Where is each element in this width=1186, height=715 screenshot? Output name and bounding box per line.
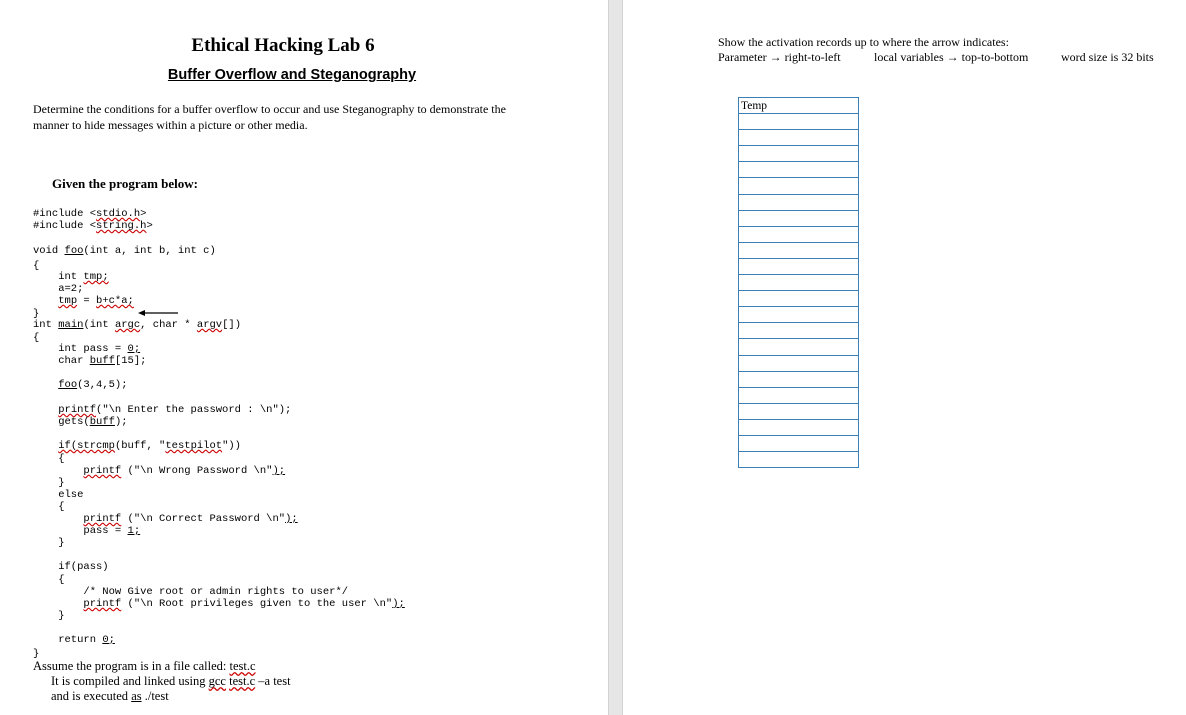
- code-line: a=2;: [33, 283, 84, 295]
- table-cell[interactable]: [739, 339, 859, 355]
- code-line: {: [33, 332, 40, 344]
- table-row: [739, 371, 859, 387]
- intro-paragraph: Determine the conditions for a buffer overflow to occur and use Steganography to demonstrate the manner to hide messages within a picture or other media.: [33, 102, 506, 132]
- code-line: printf("\n Enter the password : \n");: [58, 404, 292, 416]
- code-line: gets(buff);: [33, 416, 128, 428]
- table-cell[interactable]: [739, 178, 859, 194]
- code-line: char buff[15];: [33, 355, 147, 367]
- table-cell[interactable]: [739, 419, 859, 435]
- code-line: if(strcmp(buff, "testpilot")): [58, 440, 241, 452]
- table-row: [739, 419, 859, 435]
- code-line: else: [33, 489, 84, 501]
- table-row: [739, 146, 859, 162]
- table-cell[interactable]: [739, 323, 859, 339]
- code-line: return 0;: [33, 634, 115, 646]
- table-row: [739, 403, 859, 419]
- table-row: [739, 114, 859, 130]
- table-row: [739, 275, 859, 291]
- code-line: int pass = 0;: [33, 343, 141, 355]
- table-row: [739, 178, 859, 194]
- activation-instruction: Show the activation records up to where the arrow indicates:: [718, 35, 1009, 49]
- code-line: tmp = b+c*a;: [58, 295, 134, 307]
- code-line: {: [33, 574, 65, 586]
- table-row: [739, 435, 859, 451]
- activation-record-table: [738, 97, 859, 468]
- table-row: [739, 291, 859, 307]
- table-row: [739, 98, 859, 114]
- table-header-cell[interactable]: Temp: [739, 98, 859, 114]
- parameter-order: Parameter → right-to-left: [718, 50, 841, 64]
- table-cell[interactable]: [739, 162, 859, 178]
- table-cell[interactable]: [739, 387, 859, 403]
- table-cell[interactable]: [739, 275, 859, 291]
- code-line: }: [33, 610, 65, 622]
- page-gutter: [608, 0, 623, 715]
- table-cell[interactable]: [739, 194, 859, 210]
- table-cell[interactable]: [739, 226, 859, 242]
- table-row: [739, 452, 859, 468]
- code-line: void foo(int a, int b, int c): [33, 245, 216, 257]
- code-line: }: [33, 648, 40, 660]
- left-arrow-icon: [138, 309, 178, 317]
- code-line: }: [33, 537, 65, 549]
- table-cell[interactable]: [739, 452, 859, 468]
- table-row: [739, 307, 859, 323]
- document-title: Ethical Hacking Lab 6: [191, 35, 375, 56]
- code-line: {: [33, 260, 40, 272]
- table-row: [739, 130, 859, 146]
- table-row: [739, 258, 859, 274]
- table-row: [739, 339, 859, 355]
- table-cell[interactable]: [739, 371, 859, 387]
- code-line: int main(int argc, char * argv[]): [33, 319, 242, 331]
- document-page-right: [623, 0, 1186, 715]
- table-cell[interactable]: [739, 307, 859, 323]
- table-row: [739, 323, 859, 339]
- table-cell[interactable]: [739, 355, 859, 371]
- table-cell[interactable]: [739, 114, 859, 130]
- execute-line: and is executed as ./test: [51, 689, 169, 703]
- code-line: foo(3,4,5);: [58, 379, 128, 391]
- code-line: printf ("\n Correct Password \n");: [83, 513, 298, 525]
- table-cell[interactable]: [739, 242, 859, 258]
- code-line: }: [33, 308, 40, 320]
- code-line: printf ("\n Wrong Password \n");: [83, 465, 286, 477]
- table-row: [739, 210, 859, 226]
- assume-line: Assume the program is in a file called: test.c: [33, 659, 256, 673]
- table-cell[interactable]: [739, 435, 859, 451]
- word-size-note: word size is 32 bits: [1061, 50, 1154, 64]
- document-subtitle: Buffer Overflow and Steganography: [167, 67, 417, 83]
- table-row: [739, 355, 859, 371]
- code-line: /* Now Give root or admin rights to user*/: [33, 586, 349, 598]
- table-row: [739, 162, 859, 178]
- code-line: int tmp;: [33, 271, 109, 283]
- code-line: {: [33, 453, 65, 465]
- code-line: if(pass): [33, 561, 109, 573]
- code-line: }: [33, 477, 65, 489]
- table-cell[interactable]: [739, 291, 859, 307]
- code-line: #include <stdio.h>: [33, 208, 147, 220]
- code-line: printf ("\n Root privileges given to the user \n");: [83, 598, 405, 610]
- table-cell[interactable]: [739, 130, 859, 146]
- table-row: [739, 226, 859, 242]
- given-heading: Given the program below:: [52, 176, 198, 191]
- table-cell[interactable]: [739, 146, 859, 162]
- table-cell[interactable]: [739, 403, 859, 419]
- code-line: pass = 1;: [33, 525, 141, 537]
- table-row: [739, 387, 859, 403]
- table-row: [739, 194, 859, 210]
- table-row: [739, 242, 859, 258]
- code-line: #include <string.h>: [33, 220, 153, 232]
- compile-line: It is compiled and linked using gcc test.c –a test: [51, 674, 291, 688]
- local-variable-order: local variables → top-to-bottom: [874, 50, 1029, 64]
- table-cell[interactable]: [739, 258, 859, 274]
- code-line: {: [33, 501, 65, 513]
- table-cell[interactable]: [739, 210, 859, 226]
